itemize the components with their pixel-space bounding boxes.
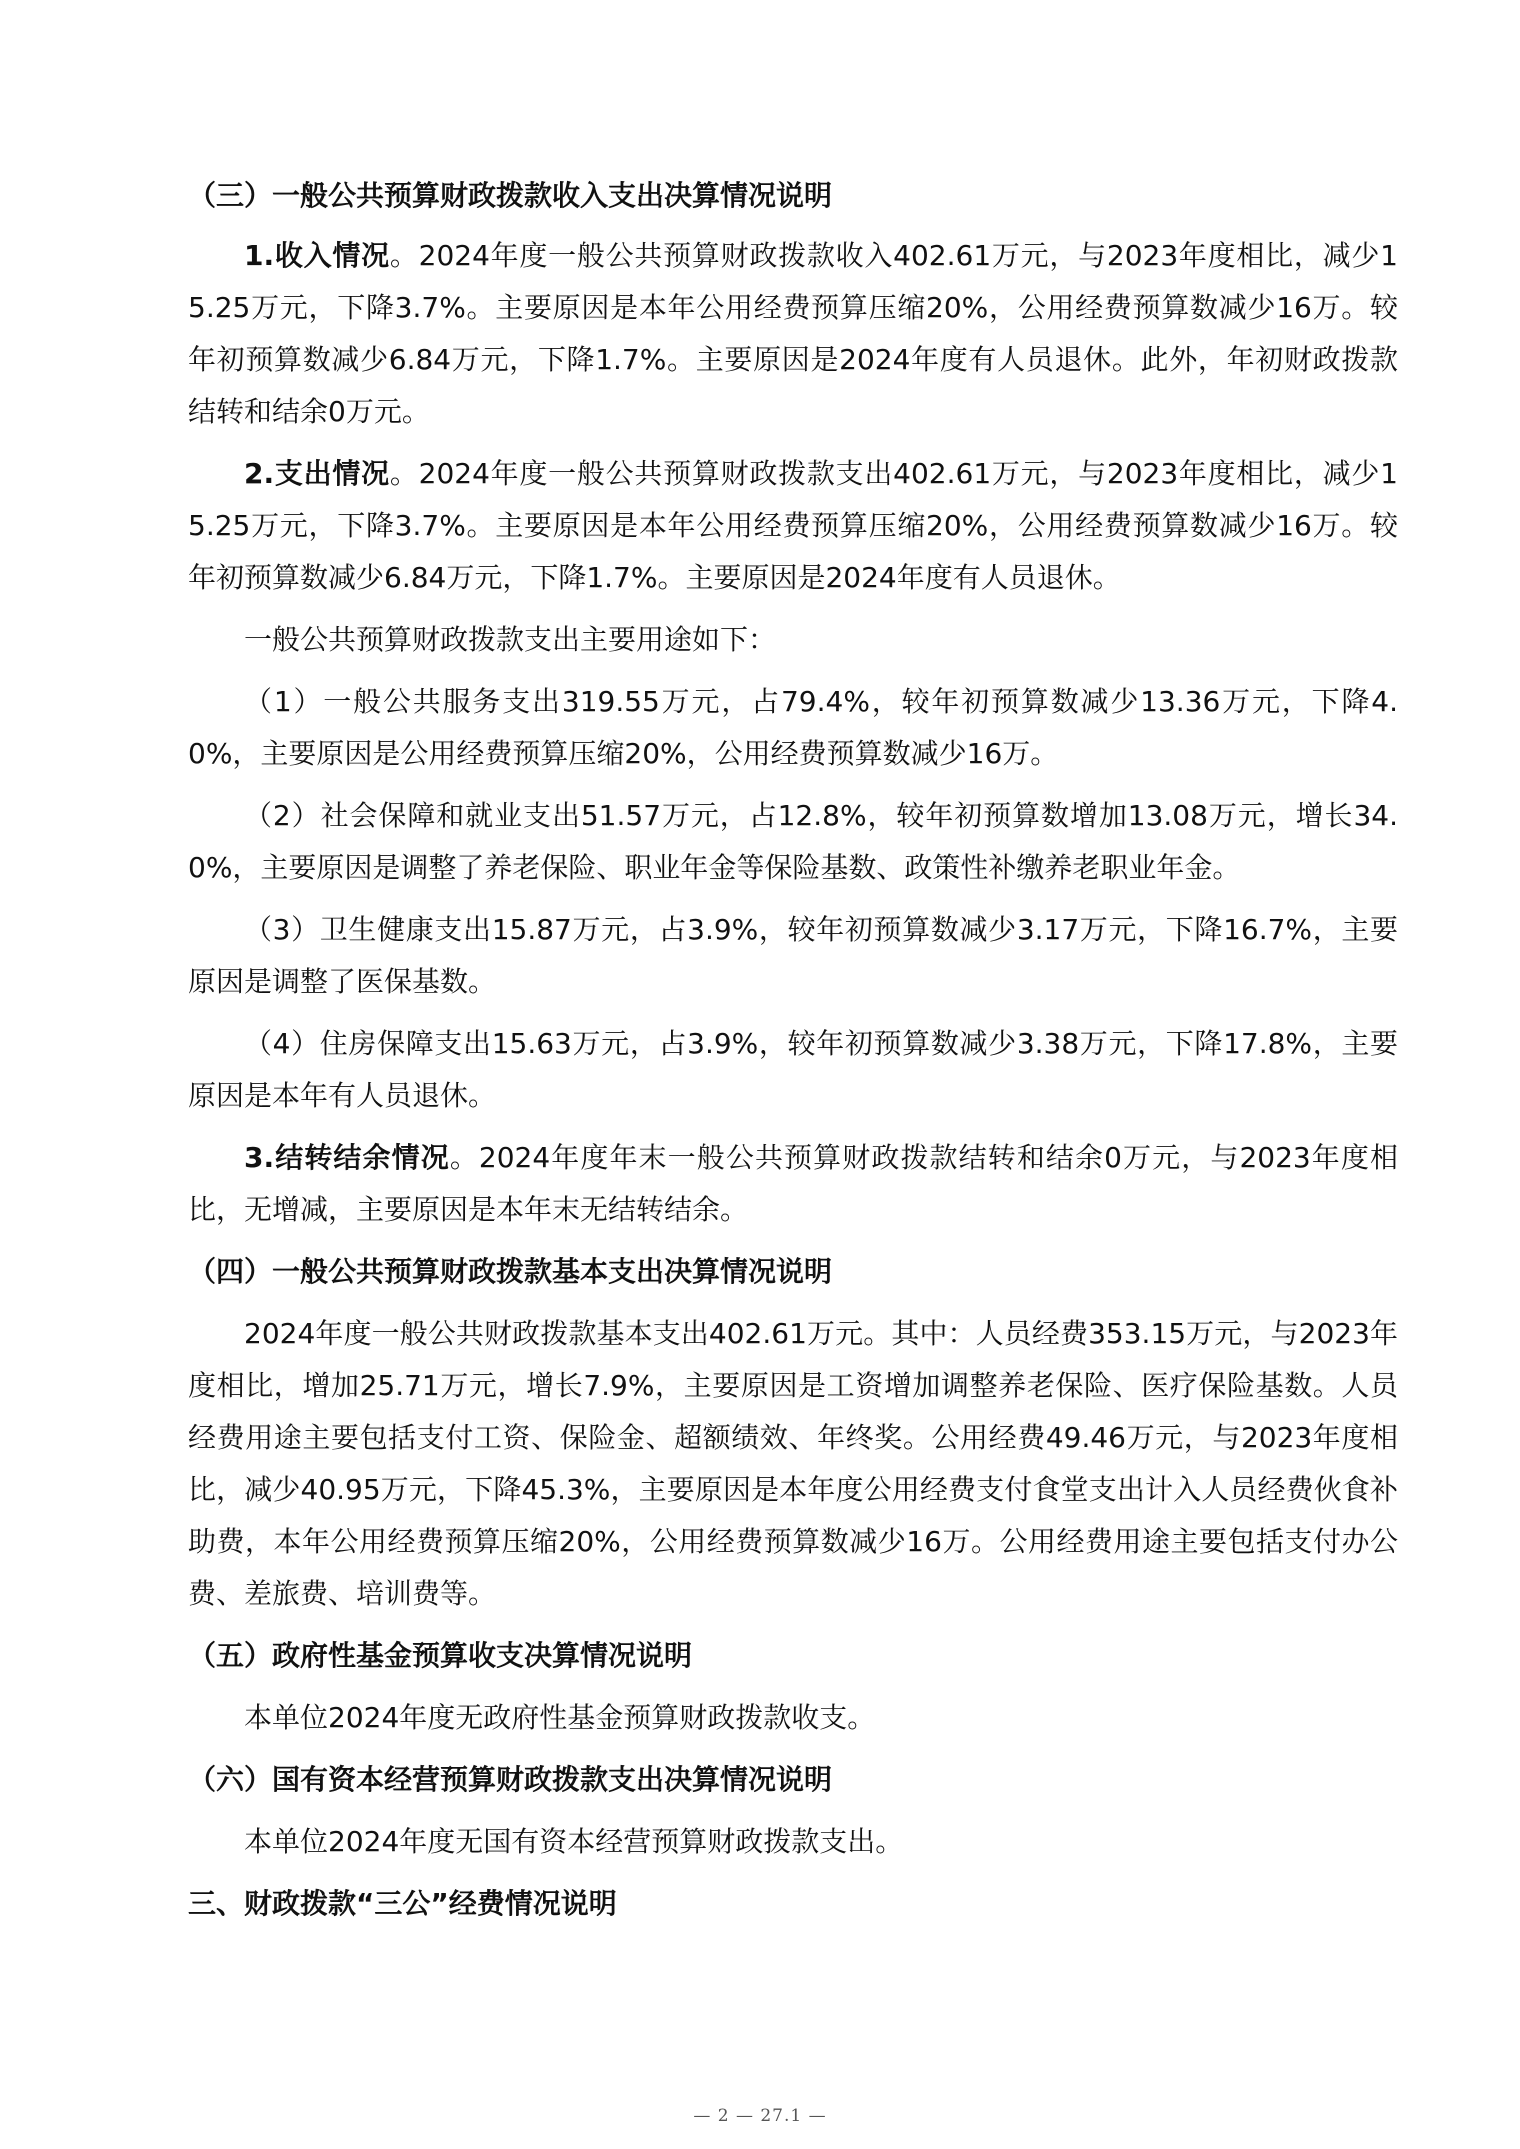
section-6-text: 本单位2024年度无国有资本经营预算财政拨款支出。 [244,1825,904,1858]
uses-intro: 一般公共预算财政拨款支出主要用途如下： [244,623,777,656]
document-body [188,170,1398,1930]
page-number: — 2 — 27.1 — [693,2106,827,2126]
section-4-heading: （四）一般公共预算财政拨款基本支出决算情况说明 [188,1255,833,1288]
use-item-1: （1）一般公共服务支出319.55万元，占79.4%，较年初预算数减少13.36万元，下降4.0%，主要原因是公用经费预算压缩20%，公用经费预算数减少16万。 [188,685,1398,770]
income-text: 。2024年度一般公共预算财政拨款收入402.61万元，与2023年度相比，减少15.25万元，下降3.7%。主要原因是本年公用经费预算压缩20%，公用经费预算数减少16万。较年初预算数减少6.84万元，下降1.7%。主要原因是2024年度有人员退休。此外，年初财政拨款结转和结余0万元。 [188,239,1398,428]
income-label: 1.收入情况 [244,239,390,272]
section-6-heading: （六）国有资本经营预算财政拨款支出决算情况说明 [188,1763,833,1796]
section-4-text: 2024年度一般公共财政拨款基本支出402.61万元。其中：人员经费353.15万元，与2023年度相比，增加25.71万元，增长7.9%，主要原因是工资增加调整养老保险、医疗保险基数。人员经费用途主要包括支付工资、保险金、超额绩效、年终奖。公用经费49.46万元，与2023年度相比，减少40.95万元，下降45.3%，主要原因是本年度公用经费支付食堂支出计入人员经费伙食补助费，本年公用经费预算压缩20%，公用经费预算数减少16万。公用经费用途主要包括支付办公费、差旅费、培训费等。 [188,1317,1398,1610]
use-item-3: （3）卫生健康支出15.87万元，占3.9%，较年初预算数减少3.17万元，下降16.7%，主要原因是调整了医保基数。 [188,913,1398,998]
carryover-text: 。2024年度年末一般公共预算财政拨款结转和结余0万元，与2023年度相比，无增减，主要原因是本年末无结转结余。 [188,1141,1398,1226]
part-3-heading: 三、财政拨款“三公”经费情况说明 [188,1887,617,1920]
section-5-heading: （五）政府性基金预算收支决算情况说明 [188,1639,693,1672]
section-3-heading: （三）一般公共预算财政拨款收入支出决算情况说明 [188,179,833,212]
use-item-4: （4）住房保障支出15.63万元，占3.9%，较年初预算数减少3.38万元，下降17.8%，主要原因是本年有人员退休。 [188,1027,1398,1112]
use-item-2: （2）社会保障和就业支出51.57万元，占12.8%，较年初预算数增加13.08万元，增长34.0%，主要原因是调整了养老保险、职业年金等保险基数、政策性补缴养老职业年金。 [188,799,1398,884]
expense-paragraph [188,448,1398,604]
expense-text: 。2024年度一般公共预算财政拨款支出402.61万元，与2023年度相比，减少15.25万元，下降3.7%。主要原因是本年公用经费预算压缩20%，公用经费预算数减少16万。较年初预算数减少6.84万元，下降1.7%。主要原因是2024年度有人员退休。 [188,457,1398,594]
section-5-text: 本单位2024年度无政府性基金预算财政拨款收支。 [244,1701,876,1734]
carryover-paragraph [188,1132,1398,1236]
expense-label: 2.支出情况 [244,457,390,490]
income-paragraph [188,230,1398,438]
carryover-label: 3.结转结余情况 [244,1141,450,1174]
